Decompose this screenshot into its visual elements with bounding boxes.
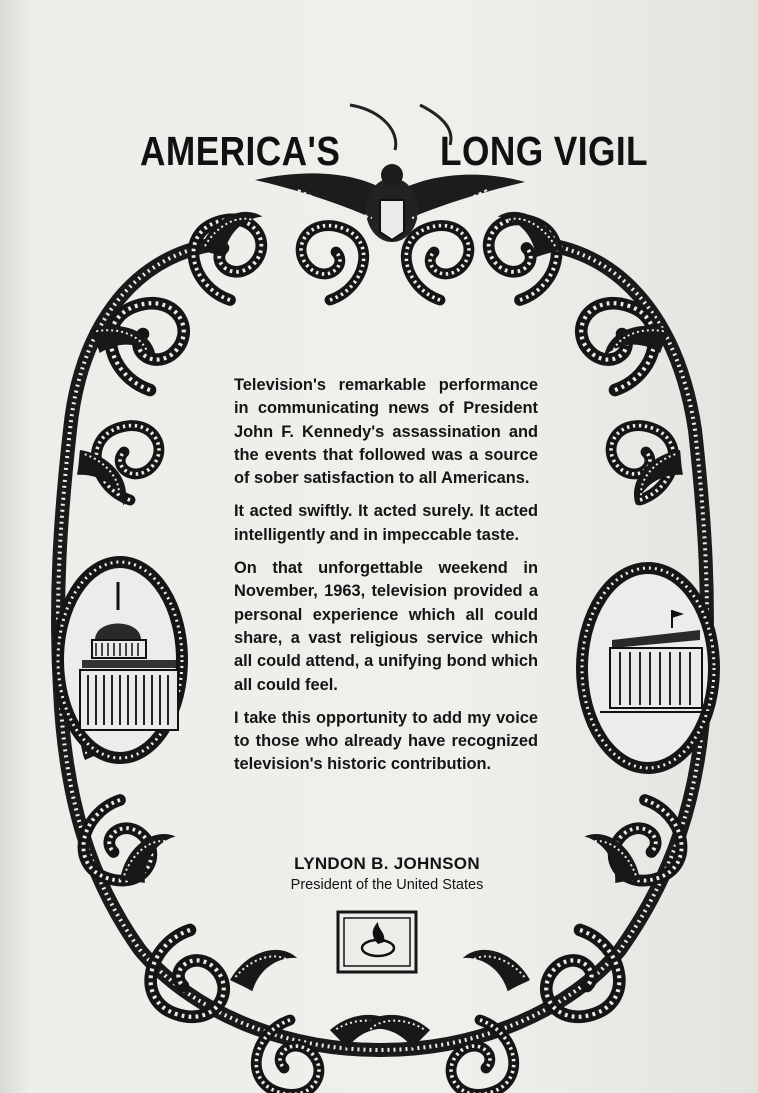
statement-paragraph-1: Television's remarkable performance in communicating news of President John F. Kennedy's assassination and the events that followed was a source of sober satisfaction to all Americans. xyxy=(234,376,538,488)
statement-text xyxy=(234,374,538,787)
headline-right: LONG VIGIL xyxy=(440,128,649,174)
statement-paragraph-4: I take this opportunity to add my voice to those who already have recognized television's historic contribution. xyxy=(234,708,538,774)
statement-paragraph-2: It acted swiftly. It acted surely. It acted intelligently and in impeccable taste. xyxy=(234,502,538,544)
capitol-building-icon xyxy=(58,562,182,758)
headline xyxy=(0,128,758,188)
flame-seal-icon xyxy=(338,912,416,972)
signature-name: LYNDON B. JOHNSON xyxy=(294,854,480,873)
statement-paragraph-3: On that unforgettable weekend in November, 1963, television provided a personal experience which all could share, a vast religious service which all could attend, a unifying bond which all could feel. xyxy=(234,559,538,694)
headline-left: AMERICA'S xyxy=(140,128,341,174)
white-house-icon xyxy=(582,568,714,768)
signature-title: President of the United States xyxy=(290,877,484,893)
